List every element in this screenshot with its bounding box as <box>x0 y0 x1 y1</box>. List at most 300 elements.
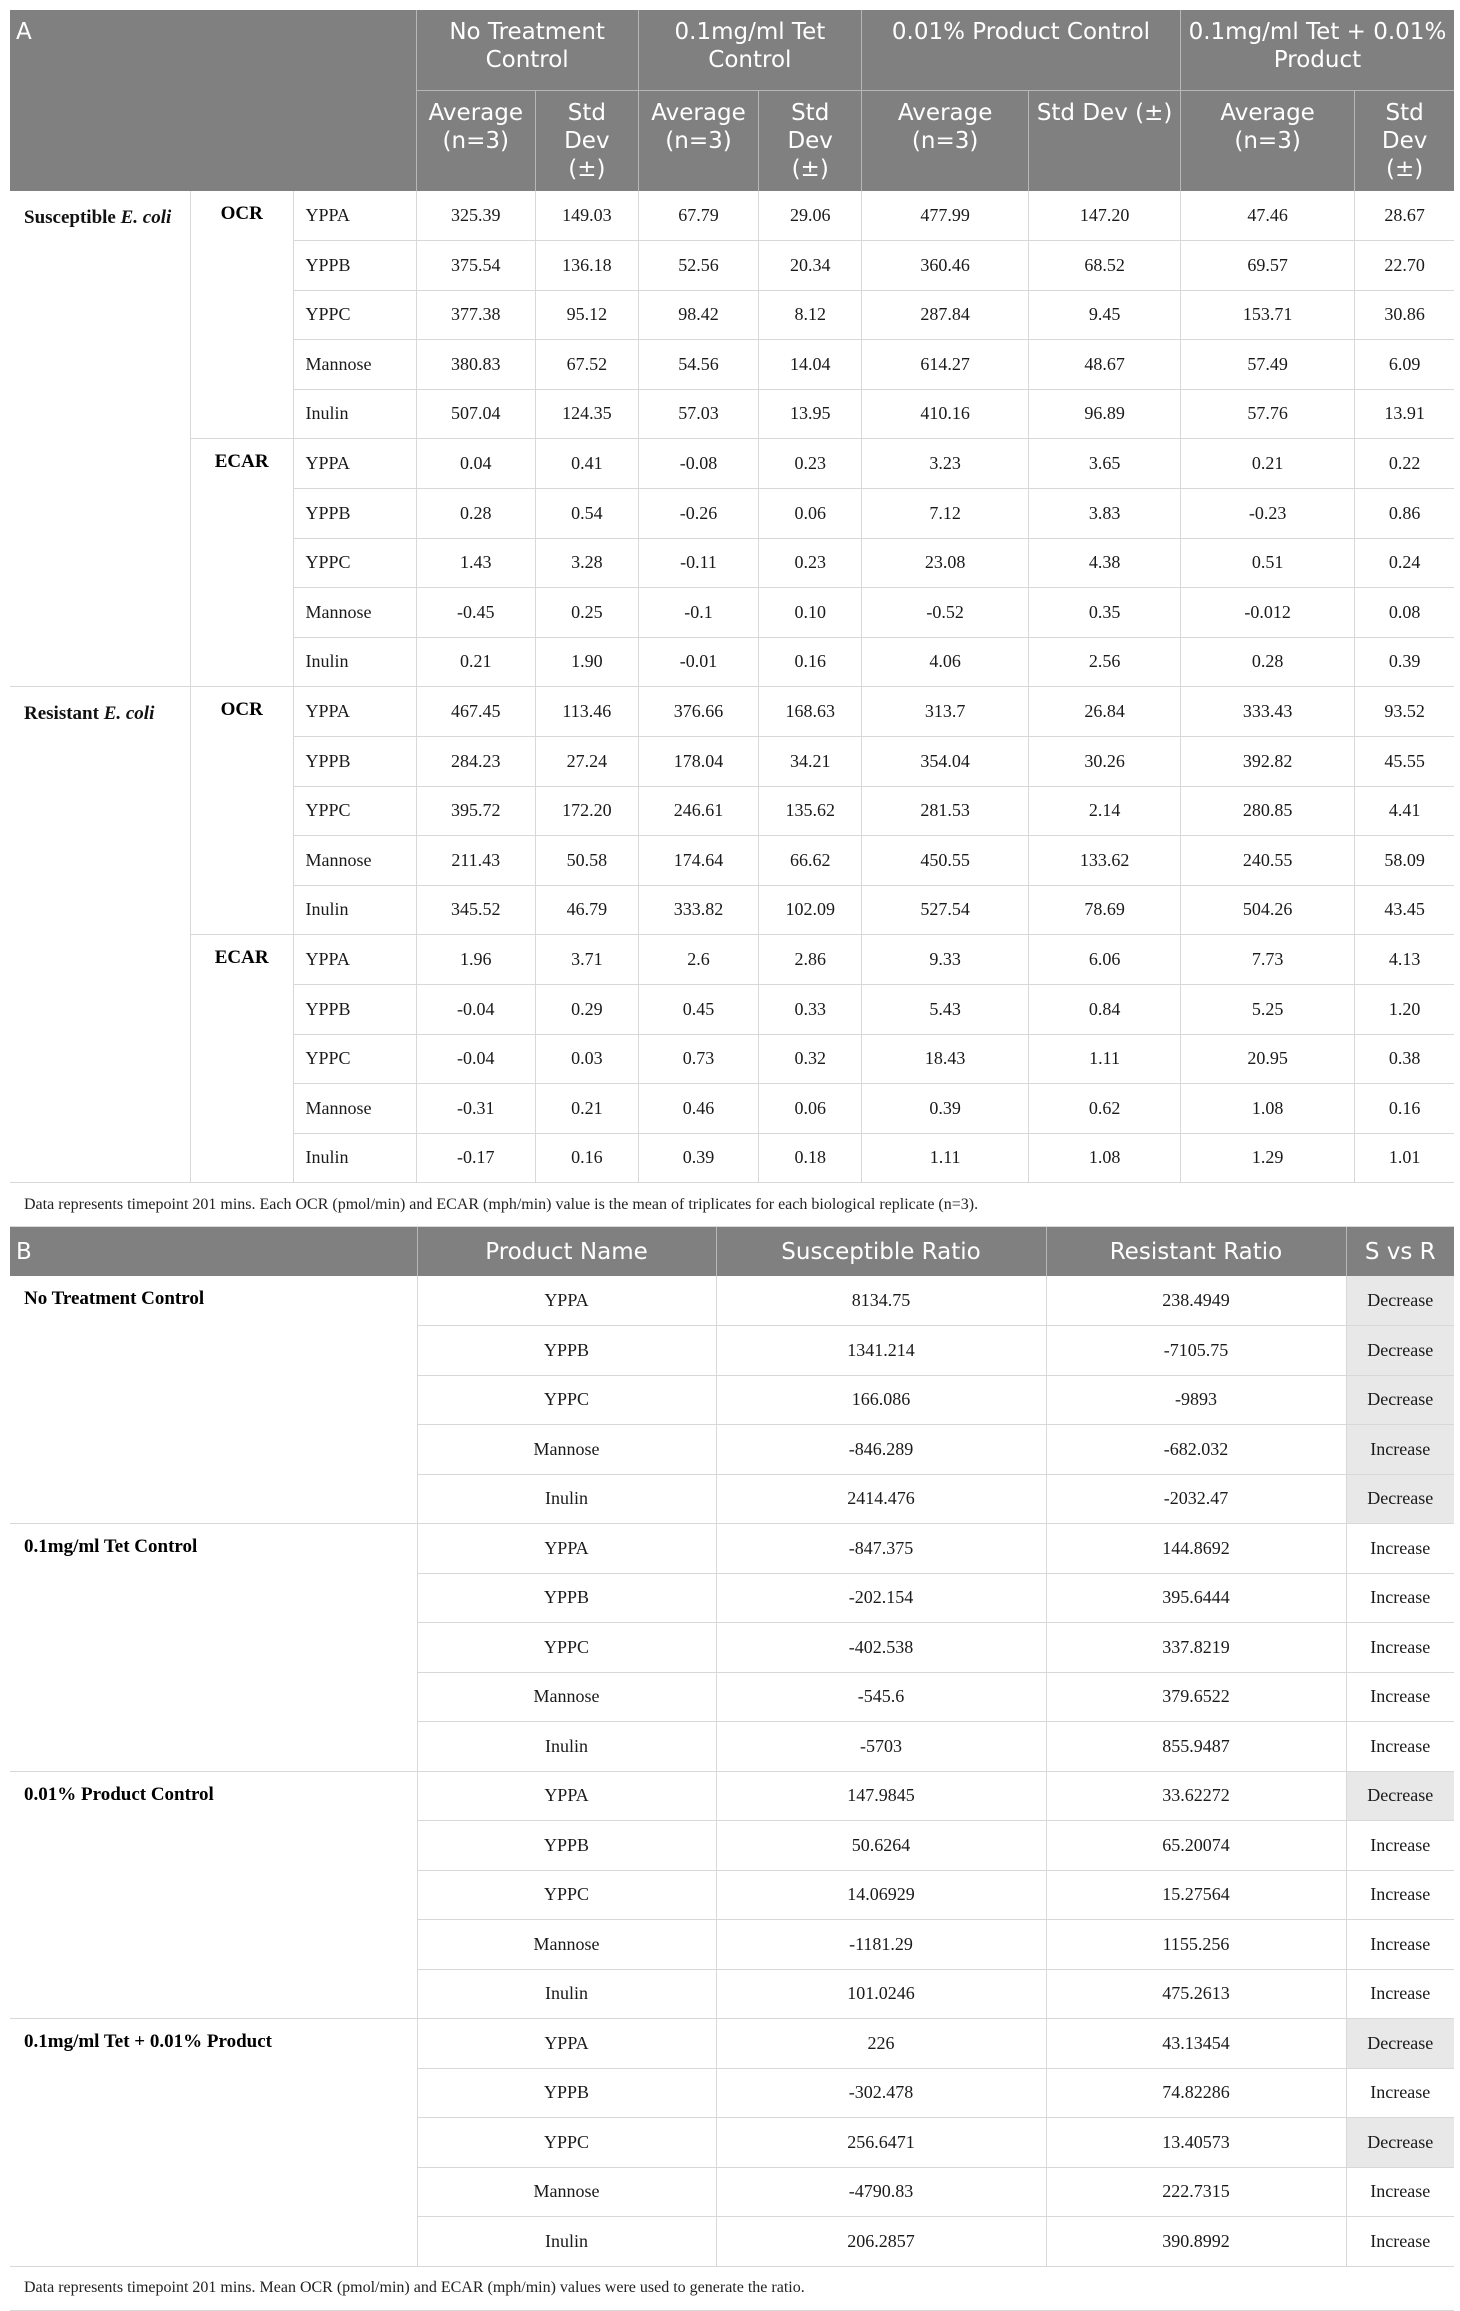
table-b-label: B <box>10 1227 417 1276</box>
sub-header-average: Average (n=3) <box>638 90 759 191</box>
sub-header-average: Average (n=3) <box>416 90 535 191</box>
susceptible-ratio: 147.9845 <box>716 1771 1046 1821</box>
treatment-group-label: 0.1mg/ml Tet Control <box>10 1524 417 1772</box>
product-label: Inulin <box>293 637 416 687</box>
std-dev-value: 0.23 <box>759 439 862 489</box>
average-value: 377.38 <box>416 290 535 340</box>
sub-header-std-dev: Std Dev (±) <box>1029 90 1181 191</box>
std-dev-value: 43.45 <box>1355 885 1454 935</box>
average-value: 52.56 <box>638 241 759 291</box>
average-value: 2.6 <box>638 935 759 985</box>
susceptible-ratio: -202.154 <box>716 1573 1046 1623</box>
std-dev-value: 3.65 <box>1029 439 1181 489</box>
average-value: 18.43 <box>862 1034 1029 1084</box>
table-row <box>10 935 1454 985</box>
average-value: -0.17 <box>416 1133 535 1183</box>
average-value: 380.83 <box>416 340 535 390</box>
std-dev-value: 13.95 <box>759 389 862 439</box>
svr-status: Increase <box>1346 2167 1454 2217</box>
std-dev-value: 0.24 <box>1355 538 1454 588</box>
average-value: -0.01 <box>638 637 759 687</box>
svr-status: Increase <box>1346 1920 1454 1970</box>
std-dev-value: 0.21 <box>535 1084 638 1134</box>
average-value: -0.012 <box>1180 588 1354 638</box>
product-label: YPPB <box>293 985 416 1035</box>
strain-species: E. coli <box>103 703 155 724</box>
strain-label <box>10 687 190 1183</box>
std-dev-value: 124.35 <box>535 389 638 439</box>
product-name: YPPA <box>417 1524 716 1574</box>
std-dev-value: 22.70 <box>1355 241 1454 291</box>
col-group-header: No Treatment Control <box>416 10 638 90</box>
std-dev-value: 0.54 <box>535 489 638 539</box>
svr-status: Increase <box>1346 1573 1454 1623</box>
table-b-body <box>10 1276 1454 2266</box>
std-dev-value: 29.06 <box>759 191 862 241</box>
average-value: 333.82 <box>638 885 759 935</box>
average-value: 467.45 <box>416 687 535 737</box>
std-dev-value: 0.35 <box>1029 588 1181 638</box>
svr-status: Increase <box>1346 1722 1454 1772</box>
average-value: 0.39 <box>862 1084 1029 1134</box>
header-susceptible-ratio: Susceptible Ratio <box>716 1227 1046 1276</box>
product-label: YPPA <box>293 439 416 489</box>
average-value: 360.46 <box>862 241 1029 291</box>
resistant-ratio: 74.82286 <box>1046 2068 1346 2118</box>
resistant-ratio: 144.8692 <box>1046 1524 1346 1574</box>
product-name: YPPC <box>417 1870 716 1920</box>
std-dev-value: 4.38 <box>1029 538 1181 588</box>
product-name: Mannose <box>417 1672 716 1722</box>
product-name: YPPC <box>417 1623 716 1673</box>
table-row <box>10 1771 1454 1821</box>
std-dev-value: 30.86 <box>1355 290 1454 340</box>
header-product-name: Product Name <box>417 1227 716 1276</box>
std-dev-value: 28.67 <box>1355 191 1454 241</box>
product-label: YPPB <box>293 489 416 539</box>
resistant-ratio: 379.6522 <box>1046 1672 1346 1722</box>
resistant-ratio: 15.27564 <box>1046 1870 1346 1920</box>
std-dev-value: 1.11 <box>1029 1034 1181 1084</box>
std-dev-value: 0.38 <box>1355 1034 1454 1084</box>
resistant-ratio: 395.6444 <box>1046 1573 1346 1623</box>
average-value: -0.1 <box>638 588 759 638</box>
treatment-group-label: 0.1mg/ml Tet + 0.01% Product <box>10 2019 417 2267</box>
resistant-ratio: 337.8219 <box>1046 1623 1346 1673</box>
header-s-vs-r: S vs R <box>1346 1227 1454 1276</box>
svr-status: Decrease <box>1346 1375 1454 1425</box>
std-dev-value: 113.46 <box>535 687 638 737</box>
treatment-group-label: 0.01% Product Control <box>10 1771 417 2019</box>
average-value: 376.66 <box>638 687 759 737</box>
std-dev-value: 0.41 <box>535 439 638 489</box>
std-dev-value: 0.86 <box>1355 489 1454 539</box>
std-dev-value: 149.03 <box>535 191 638 241</box>
average-value: 1.08 <box>1180 1084 1354 1134</box>
average-value: -0.08 <box>638 439 759 489</box>
std-dev-value: 93.52 <box>1355 687 1454 737</box>
std-dev-value: 30.26 <box>1029 737 1181 787</box>
average-value: 4.06 <box>862 637 1029 687</box>
average-value: -0.52 <box>862 588 1029 638</box>
svr-status: Decrease <box>1346 1771 1454 1821</box>
product-name: Mannose <box>417 1920 716 1970</box>
sub-header-average: Average (n=3) <box>862 90 1029 191</box>
svr-status: Increase <box>1346 2217 1454 2267</box>
average-value: 9.33 <box>862 935 1029 985</box>
average-value: 1.43 <box>416 538 535 588</box>
average-value: -0.45 <box>416 588 535 638</box>
average-value: 507.04 <box>416 389 535 439</box>
susceptible-ratio: 256.6471 <box>716 2118 1046 2168</box>
svr-status: Increase <box>1346 1623 1454 1673</box>
std-dev-value: 58.09 <box>1355 836 1454 886</box>
product-label: YPPC <box>293 1034 416 1084</box>
susceptible-ratio: -545.6 <box>716 1672 1046 1722</box>
std-dev-value: 0.22 <box>1355 439 1454 489</box>
resistant-ratio: 65.20074 <box>1046 1821 1346 1871</box>
col-group-header: 0.1mg/ml Tet + 0.01% Product <box>1180 10 1454 90</box>
table-b-footnote: Data represents timepoint 201 mins. Mean OCR (pmol/min) and ECAR (mph/min) values were used to generate the ratio. <box>10 2266 1454 2310</box>
average-value: 280.85 <box>1180 786 1354 836</box>
table-a <box>10 10 1454 1227</box>
std-dev-value: 1.01 <box>1355 1133 1454 1183</box>
std-dev-value: 34.21 <box>759 737 862 787</box>
susceptible-ratio: -302.478 <box>716 2068 1046 2118</box>
std-dev-value: 3.83 <box>1029 489 1181 539</box>
susceptible-ratio: 166.086 <box>716 1375 1046 1425</box>
product-name: Mannose <box>417 1425 716 1475</box>
std-dev-value: 4.41 <box>1355 786 1454 836</box>
product-label: YPPC <box>293 786 416 836</box>
product-label: Mannose <box>293 836 416 886</box>
product-name: YPPB <box>417 2068 716 2118</box>
susceptible-ratio: -847.375 <box>716 1524 1046 1574</box>
svr-status: Increase <box>1346 1524 1454 1574</box>
average-value: 20.95 <box>1180 1034 1354 1084</box>
average-value: 0.21 <box>1180 439 1354 489</box>
average-value: 5.25 <box>1180 985 1354 1035</box>
product-name: YPPB <box>417 1821 716 1871</box>
std-dev-value: 6.06 <box>1029 935 1181 985</box>
std-dev-value: 50.58 <box>535 836 638 886</box>
average-value: 287.84 <box>862 290 1029 340</box>
susceptible-ratio: 2414.476 <box>716 1474 1046 1524</box>
table-a-footnote: Data represents timepoint 201 mins. Each OCR (pmol/min) and ECAR (mph/min) value is the mean of triplicates for each biological replicate (n=3). <box>10 1183 1454 1227</box>
std-dev-value: 0.16 <box>1355 1084 1454 1134</box>
std-dev-value: 46.79 <box>535 885 638 935</box>
std-dev-value: 14.04 <box>759 340 862 390</box>
average-value: 240.55 <box>1180 836 1354 886</box>
average-value: 57.49 <box>1180 340 1354 390</box>
std-dev-value: 0.16 <box>535 1133 638 1183</box>
std-dev-value: 0.23 <box>759 538 862 588</box>
std-dev-value: 0.84 <box>1029 985 1181 1035</box>
svr-status: Increase <box>1346 1870 1454 1920</box>
metric-label: ECAR <box>190 439 293 687</box>
average-value: -0.04 <box>416 1034 535 1084</box>
col-group-header: 0.1mg/ml Tet Control <box>638 10 861 90</box>
std-dev-value: 168.63 <box>759 687 862 737</box>
susceptible-ratio: -1181.29 <box>716 1920 1046 1970</box>
header-resistant-ratio: Resistant Ratio <box>1046 1227 1346 1276</box>
std-dev-value: 13.91 <box>1355 389 1454 439</box>
product-label: YPPC <box>293 290 416 340</box>
average-value: 354.04 <box>862 737 1029 787</box>
std-dev-value: 0.18 <box>759 1133 862 1183</box>
average-value: 410.16 <box>862 389 1029 439</box>
std-dev-value: 95.12 <box>535 290 638 340</box>
resistant-ratio: -9893 <box>1046 1375 1346 1425</box>
std-dev-value: 9.45 <box>1029 290 1181 340</box>
susceptible-ratio: 14.06929 <box>716 1870 1046 1920</box>
product-name: YPPC <box>417 2118 716 2168</box>
average-value: 281.53 <box>862 786 1029 836</box>
average-value: 57.76 <box>1180 389 1354 439</box>
susceptible-ratio: 1341.214 <box>716 1326 1046 1376</box>
std-dev-value: 2.14 <box>1029 786 1181 836</box>
std-dev-value: 48.67 <box>1029 340 1181 390</box>
table-row <box>10 2019 1454 2069</box>
metric-label: OCR <box>190 687 293 935</box>
product-label: Inulin <box>293 885 416 935</box>
strain-name: Resistant <box>24 703 104 724</box>
resistant-ratio: 855.9487 <box>1046 1722 1346 1772</box>
std-dev-value: 102.09 <box>759 885 862 935</box>
susceptible-ratio: 8134.75 <box>716 1276 1046 1326</box>
average-value: 0.73 <box>638 1034 759 1084</box>
product-label: Mannose <box>293 588 416 638</box>
std-dev-value: 6.09 <box>1355 340 1454 390</box>
std-dev-value: 45.55 <box>1355 737 1454 787</box>
svr-status: Decrease <box>1346 1474 1454 1524</box>
average-value: 0.28 <box>1180 637 1354 687</box>
average-value: 1.29 <box>1180 1133 1354 1183</box>
product-label: Mannose <box>293 340 416 390</box>
product-name: YPPA <box>417 2019 716 2069</box>
average-value: 477.99 <box>862 191 1029 241</box>
product-label: YPPA <box>293 935 416 985</box>
product-name: Inulin <box>417 2217 716 2267</box>
std-dev-value: 136.18 <box>535 241 638 291</box>
std-dev-value: 133.62 <box>1029 836 1181 886</box>
std-dev-value: 4.13 <box>1355 935 1454 985</box>
average-value: -0.23 <box>1180 489 1354 539</box>
average-value: 395.72 <box>416 786 535 836</box>
std-dev-value: 0.06 <box>759 1084 862 1134</box>
average-value: 0.45 <box>638 985 759 1035</box>
average-value: 284.23 <box>416 737 535 787</box>
resistant-ratio: 43.13454 <box>1046 2019 1346 2069</box>
susceptible-ratio: -4790.83 <box>716 2167 1046 2217</box>
susceptible-ratio: -402.538 <box>716 1623 1046 1673</box>
col-group-header: 0.01% Product Control <box>862 10 1181 90</box>
resistant-ratio: -682.032 <box>1046 1425 1346 1475</box>
std-dev-value: 26.84 <box>1029 687 1181 737</box>
product-name: Inulin <box>417 1474 716 1524</box>
product-name: Inulin <box>417 1722 716 1772</box>
std-dev-value: 96.89 <box>1029 389 1181 439</box>
product-label: YPPC <box>293 538 416 588</box>
average-value: 1.11 <box>862 1133 1029 1183</box>
sub-header-std-dev: Std Dev (±) <box>535 90 638 191</box>
susceptible-ratio: -846.289 <box>716 1425 1046 1475</box>
resistant-ratio: 475.2613 <box>1046 1969 1346 2019</box>
resistant-ratio: 1155.256 <box>1046 1920 1346 1970</box>
average-value: -0.26 <box>638 489 759 539</box>
std-dev-value: 67.52 <box>535 340 638 390</box>
svr-status: Increase <box>1346 1425 1454 1475</box>
product-name: Inulin <box>417 1969 716 2019</box>
product-label: Mannose <box>293 1084 416 1134</box>
average-value: -0.04 <box>416 985 535 1035</box>
table-row <box>10 191 1454 241</box>
average-value: 345.52 <box>416 885 535 935</box>
std-dev-value: 0.10 <box>759 588 862 638</box>
average-value: 7.12 <box>862 489 1029 539</box>
svr-status: Increase <box>1346 1672 1454 1722</box>
average-value: 7.73 <box>1180 935 1354 985</box>
product-label: Inulin <box>293 1133 416 1183</box>
std-dev-value: 0.03 <box>535 1034 638 1084</box>
std-dev-value: 1.08 <box>1029 1133 1181 1183</box>
resistant-ratio: 238.4949 <box>1046 1276 1346 1326</box>
product-name: YPPB <box>417 1326 716 1376</box>
product-label: Inulin <box>293 389 416 439</box>
average-value: 333.43 <box>1180 687 1354 737</box>
std-dev-value: 66.62 <box>759 836 862 886</box>
metric-label: OCR <box>190 191 293 439</box>
std-dev-value: 0.39 <box>1355 637 1454 687</box>
std-dev-value: 135.62 <box>759 786 862 836</box>
average-value: 450.55 <box>862 836 1029 886</box>
svr-status: Increase <box>1346 1969 1454 2019</box>
average-value: 0.39 <box>638 1133 759 1183</box>
product-name: YPPC <box>417 1375 716 1425</box>
std-dev-value: 147.20 <box>1029 191 1181 241</box>
average-value: 0.21 <box>416 637 535 687</box>
std-dev-value: 0.29 <box>535 985 638 1035</box>
std-dev-value: 20.34 <box>759 241 862 291</box>
svr-status: Decrease <box>1346 2118 1454 2168</box>
average-value: 47.46 <box>1180 191 1354 241</box>
susceptible-ratio: 50.6264 <box>716 1821 1046 1871</box>
average-value: 313.7 <box>862 687 1029 737</box>
document-page <box>10 10 1454 2311</box>
average-value: 0.28 <box>416 489 535 539</box>
product-name: YPPA <box>417 1276 716 1326</box>
metric-label: ECAR <box>190 935 293 1183</box>
std-dev-value: 2.86 <box>759 935 862 985</box>
std-dev-value: 0.08 <box>1355 588 1454 638</box>
svr-status: Increase <box>1346 1821 1454 1871</box>
average-value: 246.61 <box>638 786 759 836</box>
std-dev-value: 68.52 <box>1029 241 1181 291</box>
average-value: 98.42 <box>638 290 759 340</box>
average-value: 392.82 <box>1180 737 1354 787</box>
susceptible-ratio: -5703 <box>716 1722 1046 1772</box>
strain-species: E. coli <box>120 206 172 228</box>
sub-header-std-dev: Std Dev (±) <box>759 90 862 191</box>
resistant-ratio: -2032.47 <box>1046 1474 1346 1524</box>
average-value: 504.26 <box>1180 885 1354 935</box>
product-name: Mannose <box>417 2167 716 2217</box>
table-b <box>10 1227 1454 2311</box>
product-label: YPPA <box>293 687 416 737</box>
svr-status: Decrease <box>1346 1326 1454 1376</box>
average-value: 0.04 <box>416 439 535 489</box>
svr-status: Decrease <box>1346 1276 1454 1326</box>
strain-name: Susceptible <box>24 206 121 228</box>
std-dev-value: 78.69 <box>1029 885 1181 935</box>
std-dev-value: 3.71 <box>535 935 638 985</box>
resistant-ratio: 390.8992 <box>1046 2217 1346 2267</box>
table-row <box>10 1524 1454 1574</box>
resistant-ratio: 222.7315 <box>1046 2167 1346 2217</box>
svr-status: Decrease <box>1346 2019 1454 2069</box>
average-value: 178.04 <box>638 737 759 787</box>
std-dev-value: 3.28 <box>535 538 638 588</box>
product-label: YPPB <box>293 241 416 291</box>
std-dev-value: 0.62 <box>1029 1084 1181 1134</box>
susceptible-ratio: 226 <box>716 2019 1046 2069</box>
average-value: 174.64 <box>638 836 759 886</box>
average-value: 67.79 <box>638 191 759 241</box>
resistant-ratio: 33.62272 <box>1046 1771 1346 1821</box>
std-dev-value: 8.12 <box>759 290 862 340</box>
product-label: YPPA <box>293 191 416 241</box>
sub-header-std-dev: Std Dev (±) <box>1355 90 1454 191</box>
svr-status: Increase <box>1346 2068 1454 2118</box>
average-value: 153.71 <box>1180 290 1354 340</box>
average-value: 54.56 <box>638 340 759 390</box>
table-row <box>10 687 1454 737</box>
std-dev-value: 0.06 <box>759 489 862 539</box>
table-row <box>10 439 1454 489</box>
average-value: 614.27 <box>862 340 1029 390</box>
strain-label <box>10 191 190 687</box>
resistant-ratio: -7105.75 <box>1046 1326 1346 1376</box>
average-value: 0.51 <box>1180 538 1354 588</box>
average-value: 0.46 <box>638 1084 759 1134</box>
table-a-body <box>10 191 1454 1183</box>
std-dev-value: 0.32 <box>759 1034 862 1084</box>
std-dev-value: 27.24 <box>535 737 638 787</box>
table-row <box>10 1276 1454 1326</box>
product-name: YPPB <box>417 1573 716 1623</box>
average-value: 5.43 <box>862 985 1029 1035</box>
std-dev-value: 172.20 <box>535 786 638 836</box>
average-value: 325.39 <box>416 191 535 241</box>
resistant-ratio: 13.40573 <box>1046 2118 1346 2168</box>
table-a-label: A <box>10 10 416 191</box>
average-value: -0.31 <box>416 1084 535 1134</box>
std-dev-value: 0.16 <box>759 637 862 687</box>
std-dev-value: 0.25 <box>535 588 638 638</box>
sub-header-average: Average (n=3) <box>1180 90 1354 191</box>
average-value: 23.08 <box>862 538 1029 588</box>
average-value: 57.03 <box>638 389 759 439</box>
std-dev-value: 0.33 <box>759 985 862 1035</box>
product-name: YPPA <box>417 1771 716 1821</box>
average-value: 1.96 <box>416 935 535 985</box>
average-value: 211.43 <box>416 836 535 886</box>
average-value: 375.54 <box>416 241 535 291</box>
susceptible-ratio: 206.2857 <box>716 2217 1046 2267</box>
average-value: -0.11 <box>638 538 759 588</box>
treatment-group-label: No Treatment Control <box>10 1276 417 1524</box>
std-dev-value: 1.90 <box>535 637 638 687</box>
